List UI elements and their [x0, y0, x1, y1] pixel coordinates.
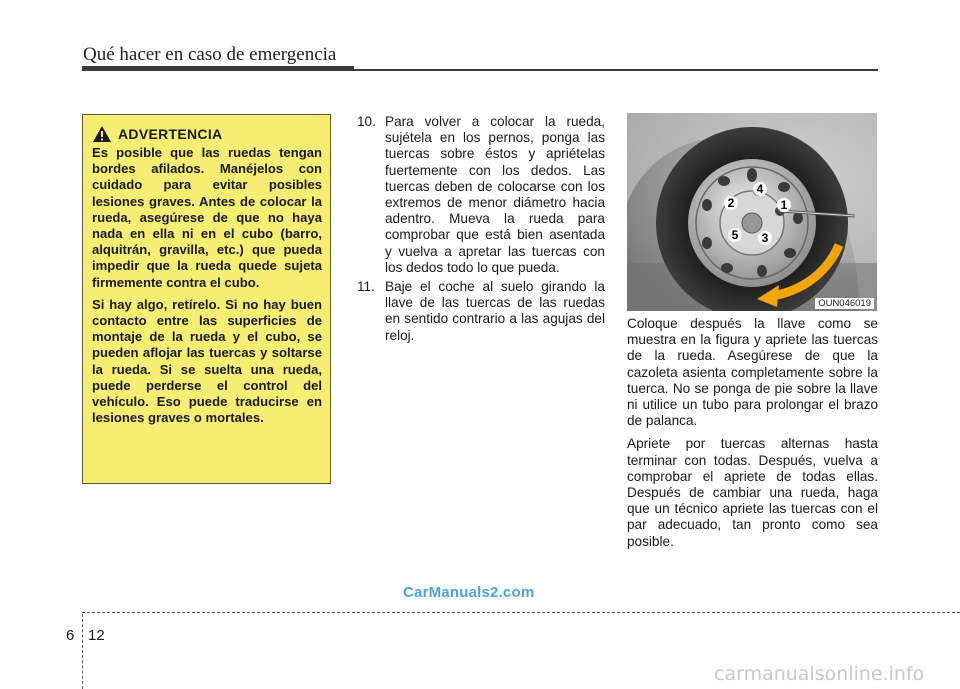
step-number: 11. [357, 279, 375, 295]
page-header-title: Qué hacer en caso de emergencia [83, 44, 337, 65]
step-text: Para volver a colocar la rueda, sujétela en los pernos, ponga las tuercas sobre éstos y apriételas fuertemente con los dedos. Las tuercas deben de colocarse con los extremos de menor diámetro hacia adentro. Mueva la rueda para comprobar que está bien asentada y vuelva a apretar las tuercas con los dedos todo lo que pueda. [385, 114, 605, 275]
step-item [357, 279, 605, 344]
warning-paragraph: Si hay algo, retírelo. Si no hay buen contacto entre las superficies de montaje de la rueda y el cubo, se pueden aflojar las tuercas y soltarse la rueda. Si se suelta una rueda, puede perderse el control del vehículo. Eso puede traducirse en lesiones graves o mortales. [92, 296, 322, 426]
figure-caption: OUN046019 [815, 298, 874, 309]
nut-label-4: 4 [756, 182, 764, 196]
right-column-text [627, 316, 878, 557]
nut-label-2: 2 [727, 196, 735, 210]
warning-paragraph: Es posible que las ruedas tengan bordes afilados. Manéjelos con cuidado para evitar posibles lesiones graves. Antes de colocar la rueda, asegúrese de que no haya nada en ella ni en el cubo (barro, alquitrán, gravilla, etc.) que pueda impedir que la rueda quede sujeta firmemente contra el cubo. [92, 145, 322, 290]
chapter-number: 6 [66, 627, 75, 644]
watermark-link[interactable]: CarManuals2.com [403, 584, 535, 601]
footer-dashed-rule [82, 612, 960, 613]
nut-label-5: 5 [731, 228, 739, 242]
footer-dashed-divider [82, 614, 83, 689]
page-number: 12 [88, 627, 105, 644]
footer-url[interactable]: carmanualsonline.info [714, 663, 925, 685]
wheel-figure [627, 113, 877, 311]
step-item [357, 114, 605, 276]
step-number: 10. [357, 114, 376, 129]
instruction-steps [357, 114, 605, 347]
nut-label-1: 1 [780, 198, 788, 212]
header-rule-thick [82, 66, 354, 71]
warning-header [92, 125, 322, 143]
step-text: Baje el coche al suelo girando la llave de las tuercas de las ruedas en sentido contrario a las agujas del reloj. [385, 279, 605, 343]
nut-labels [627, 113, 877, 311]
body-paragraph: Coloque después la llave como se muestra en la figura y apriete las tuercas de la rueda. Asegúrese de que la cazoleta asienta completamente sobre la tuerca. No se ponga de pie sobre la llave ni utilice un tubo para prolongar el brazo de palanca. [627, 316, 878, 429]
warning-box [82, 114, 331, 484]
body-paragraph: Apriete por tuercas alternas hasta terminar con todas. Después, vuelva a comprobar el apriete de todas ellas. Después de cambiar una rueda, haga que un técnico apriete las tuercas con el par adecuado, tan pronto como sea posible. [627, 436, 878, 549]
nut-label-3: 3 [761, 231, 769, 245]
warning-title: ADVERTENCIA [118, 126, 223, 142]
warning-triangle-icon [92, 125, 112, 143]
header-rule-thin [354, 69, 878, 71]
